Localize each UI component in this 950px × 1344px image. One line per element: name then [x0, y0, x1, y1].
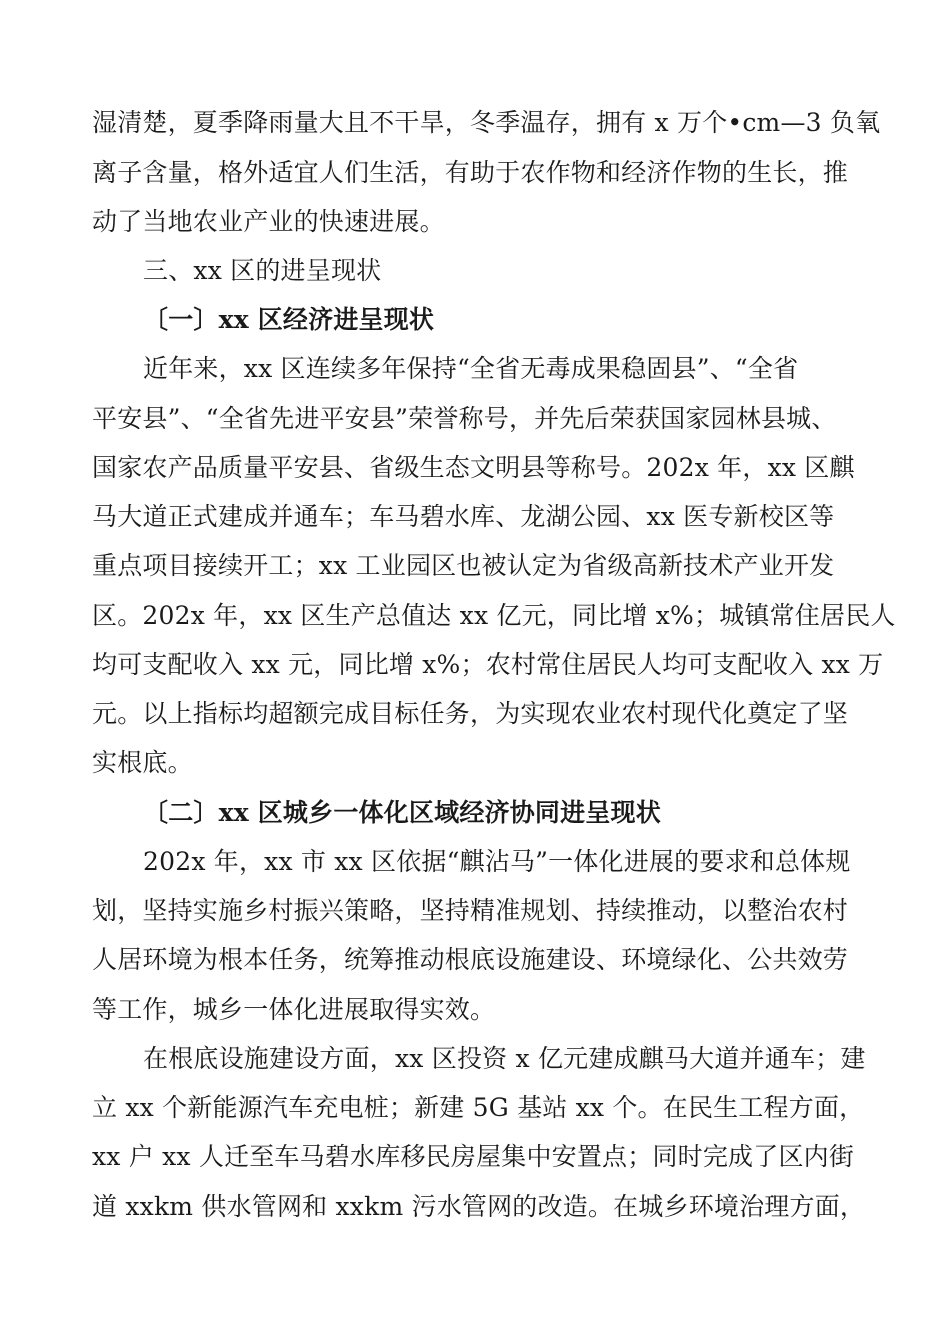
paragraph-line-18: 立 xx 个新能源汽车充电桩；新建 5G 基站 xx 个。在民生工程方面， — [92, 1093, 865, 1122]
section-heading-3: 三、xx 区的进呈现状 — [143, 256, 382, 285]
paragraph-line-9: 区。202x 年，xx 区生产总值达 xx 亿元，同比增 x%；城镇常住居民人 — [92, 601, 896, 630]
subsection-heading-1: 〔一〕xx 区经济进呈现状 — [143, 305, 435, 334]
paragraph-line-16: 等工作，城乡一体化进展取得实效。 — [92, 995, 496, 1024]
paragraph-line-5: 平安县”、“全省先进平安县”荣誉称号，并先后荣获国家园林县城、 — [92, 404, 837, 433]
paragraph-line-1: 湿清楚，夏季降雨量大且不干旱，冬季温存，拥有 x 万个•cm—3 负氧 — [92, 108, 881, 137]
paragraph-line-2: 离子含量，格外适宜人们生活，有助于农作物和经济作物的生长，推 — [92, 158, 849, 187]
paragraph-line-17: 在根底设施建设方面，xx 区投资 x 亿元建成麒马大道并通车；建 — [143, 1044, 866, 1073]
paragraph-line-7: 马大道正式建成并通车；车马碧水库、龙湖公园、xx 医专新校区等 — [92, 502, 835, 531]
paragraph-line-19: xx 户 xx 人迁至车马碧水库移民房屋集中安置点；同时完成了区内街 — [92, 1142, 855, 1171]
paragraph-line-10: 均可支配收入 xx 元，同比增 x%；农村常住居民人均可支配收入 xx 万 — [92, 650, 884, 679]
paragraph-line-6: 国家农产品质量平安县、省级生态文明县等称号。202x 年，xx 区麒 — [92, 453, 855, 482]
paragraph-line-12: 实根底。 — [92, 748, 193, 777]
subsection-heading-2: 〔二〕xx 区城乡一体化区域经济协同进呈现状 — [143, 798, 661, 827]
paragraph-line-14: 划，坚持实施乡村振兴策略，坚持精准规划、持续推动，以整治农村 — [92, 896, 849, 925]
paragraph-line-11: 元。以上指标均超额完成目标任务，为实现农业农村现代化奠定了坚 — [92, 699, 849, 728]
paragraph-line-3: 动了当地农业产业的快速进展。 — [92, 207, 445, 236]
paragraph-line-4: 近年来，xx 区连续多年保持“全省无毒成果稳固县”、“全省 — [143, 354, 799, 383]
paragraph-line-13: 202x 年，xx 市 xx 区依据“麒沾马”一体化进展的要求和总体规 — [143, 847, 851, 876]
paragraph-line-8: 重点项目接续开工；xx 工业园区也被认定为省级高新技术产业开发 — [92, 551, 835, 580]
paragraph-line-15: 人居环境为根本任务，统筹推动根底设施建设、环境绿化、公共效劳 — [92, 945, 849, 974]
paragraph-line-20: 道 xxkm 供水管网和 xxkm 污水管网的改造。在城乡环境治理方面， — [92, 1192, 866, 1221]
